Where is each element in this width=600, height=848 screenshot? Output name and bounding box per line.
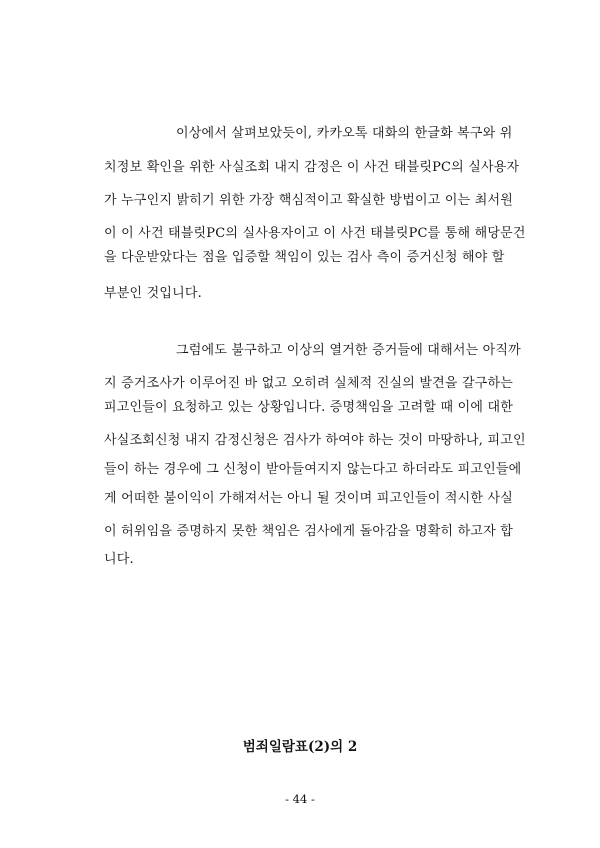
text-line: 가 누구인지 밝히기 위한 가장 핵심적이고 확실한 방법이고 이는 최서원 [104,193,513,208]
text-line: 사실조회신청 내지 감정신청은 검사가 하여야 하는 것이 마땅하나, 피고인 [104,433,526,448]
text-line: 게 어떠한 불이익이 가해져서는 아니 될 것이며 피고인들이 적시한 사실 [104,491,513,506]
text-line: 그럼에도 불구하고 이상의 열거한 증거들에 대해서는 아직까 [176,343,521,358]
text-line: 들이 하는 경우에 그 신청이 받아들여지지 않는다고 하더라도 피고인들에 [104,462,522,477]
text-line: 이상에서 살펴보았듯이, 카카오톡 대화의 한글화 복구와 위 [176,126,513,141]
text-line: 을 다운받았다는 점을 입증할 책임이 있는 검사 측이 증거신청 해야 할 [104,250,505,265]
page-number: - 44 - [285,792,315,806]
text-line: 이 허위임을 증명하지 못한 책임은 검사에게 돌아감을 명확히 하고자 합 [104,524,513,539]
text-line: 이 이 사건 태블릿PC의 실사용자이고 이 사건 태블릿PC를 통해 해당문건 [104,226,526,241]
text-line: 피고인들이 요청하고 있는 상황입니다. 증명책임을 고려할 때 이에 대한 [104,400,513,415]
text-line: 니다. [104,552,134,567]
section-title: 범죄일람표(2)의 2 [242,739,358,755]
text-line: 치정보 확인을 위한 사실조회 내지 감정은 이 사건 태블릿PC의 실사용자 [104,160,520,175]
text-line: 지 증거조사가 이루어진 바 없고 오히려 실체적 진실의 발견을 갈구하는 [104,376,513,391]
text-line: 부분인 것입니다. [104,286,202,301]
